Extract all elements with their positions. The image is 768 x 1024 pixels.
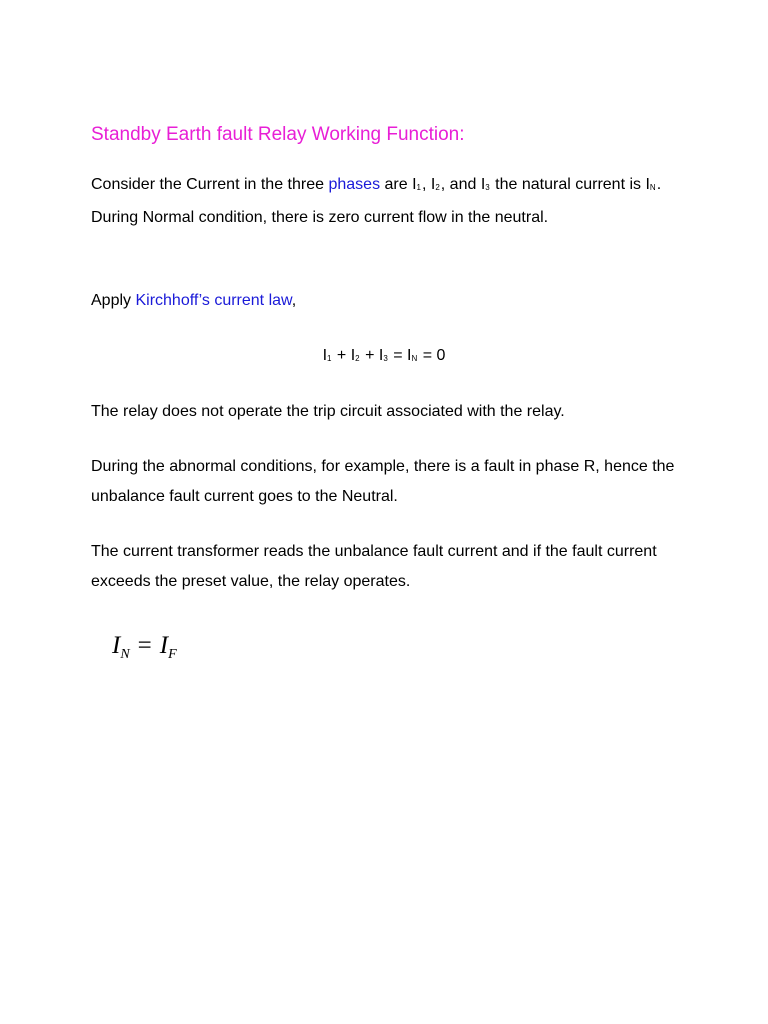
formula-operator: =	[137, 632, 152, 659]
formula-lhs-sub: N	[120, 647, 130, 662]
text-segment: the natural current is I	[490, 176, 650, 193]
eq-operator: +	[336, 347, 347, 364]
paragraph-relay-no-trip: The relay does not operate the trip circuit associated with the relay.	[91, 403, 565, 420]
eq-subscript: 1	[327, 354, 332, 363]
section-heading: Standby Earth fault Relay Working Function:	[91, 124, 465, 145]
paragraph-apply-law	[91, 286, 691, 316]
subscript: N	[649, 183, 656, 192]
text-segment: , I	[421, 176, 436, 193]
eq-symbol: I	[322, 347, 328, 364]
fault-formula	[112, 632, 177, 663]
eq-subscript: 3	[383, 354, 388, 363]
subscript: 3	[485, 183, 490, 192]
phases-link[interactable]: phases	[328, 176, 381, 193]
text-segment: ,	[291, 292, 297, 309]
text-segment: . During Normal condition, there is zero current flow in the neutral.	[91, 176, 662, 226]
eq-symbol: I	[407, 347, 412, 364]
formula-lhs: I	[112, 632, 121, 659]
text-segment: , and I	[440, 176, 486, 193]
eq-subscript: 2	[355, 354, 360, 363]
kcl-equation	[0, 341, 768, 374]
subscript: 2	[435, 183, 440, 192]
text-segment: Apply	[91, 292, 136, 309]
subscript: 1	[416, 183, 421, 192]
eq-subscript: N	[411, 354, 418, 363]
formula-rhs-sub: F	[168, 647, 177, 662]
text-segment: are I	[380, 176, 417, 193]
formula-rhs: I	[159, 632, 169, 659]
eq-operator: =	[393, 347, 403, 364]
text-segment: Consider the Current in the three	[91, 176, 329, 193]
eq-value: 0	[436, 347, 446, 364]
paragraph-abnormal: During the abnormal conditions, for example, there is a fault in phase R, hence the unbalance fault current goes to the Neutral.	[91, 458, 675, 505]
eq-operator: +	[365, 347, 375, 364]
paragraph-ct: The current transformer reads the unbalance fault current and if the fault current exceeds the preset value, the relay operates.	[91, 543, 657, 590]
eq-symbol: I	[350, 347, 356, 364]
eq-symbol: I	[378, 347, 384, 364]
eq-operator: =	[422, 347, 433, 364]
paragraph-phases	[91, 170, 691, 232]
kirchhoff-link[interactable]: Kirchhoff’s current law	[135, 292, 292, 309]
